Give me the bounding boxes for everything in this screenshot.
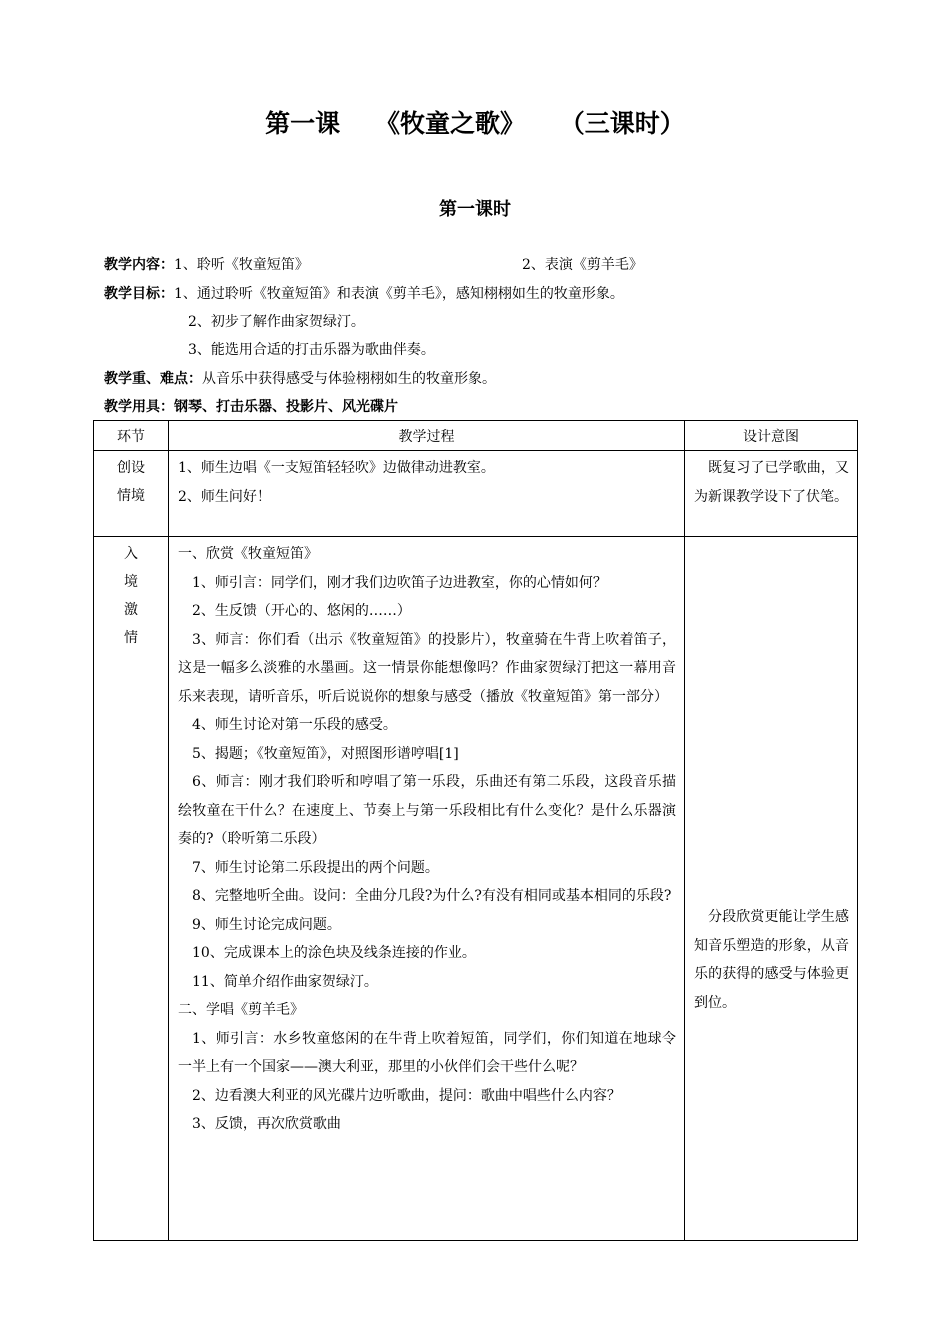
content-item-1: 1、聆听《牧童短笛》	[174, 257, 309, 273]
process-line: 3、反馈，再次欣赏歌曲	[192, 1116, 341, 1132]
process-line: 1、师引言：水乡牧童悠闲的在牛背上吹着短笛，同学们，你们知道在地球令一半上有一个国家——澳大利亚，那里的小伙伴们会干些什么呢？	[178, 1030, 676, 1075]
process-line: 8、完整地听全曲。设问：全曲分几段?为什么?有没有相同或基本相同的乐段?	[192, 888, 672, 904]
intent-text: 既复习了已学歌曲，又为新课教学设下了伏笔。	[694, 460, 849, 505]
process-line: 10、完成课本上的涂色块及线条连接的作业。	[192, 945, 476, 961]
goal-2: 2、初步了解作曲家贺绿汀。	[188, 314, 365, 330]
process-line: 1、师引言：同学们，刚才我们边吹笛子边进教室，你的心情如何？	[192, 574, 607, 591]
table-header-row	[94, 421, 858, 451]
section-char: 入	[124, 546, 138, 562]
process-heading: 二、学唱《剪羊毛》	[178, 1002, 304, 1018]
teaching-tools	[104, 397, 398, 417]
intent-cell	[685, 537, 858, 1241]
table-row	[94, 537, 858, 1241]
header-intent: 设计意图	[685, 421, 858, 451]
process-cell	[169, 451, 685, 537]
section-char: 情境	[117, 488, 145, 504]
page-title: 第一课 《牧童之歌》 （三课时）	[265, 109, 685, 138]
process-heading: 一、欣赏《牧童短笛》	[178, 546, 318, 562]
goal-label: 教学目标：	[104, 286, 174, 302]
teaching-goals	[104, 284, 624, 304]
section-char: 创设	[117, 460, 145, 476]
header-process: 教学过程	[169, 421, 685, 451]
content-item-2: 2、表演《剪羊毛》	[522, 257, 643, 273]
process-line: 1、师生边唱《一支短笛轻轻吹》边做律动进教室。	[178, 460, 495, 476]
goal-1: 1、通过聆听《牧童短笛》和表演《剪羊毛》，感知栩栩如生的牧童形象。	[174, 286, 624, 302]
section-cell	[94, 537, 169, 1241]
process-line: 6、师言：刚才我们聆听和哼唱了第一乐段，乐曲还有第二乐段，这段音乐描绘牧童在干什么？在速度上、节奏上与第一乐段相比有什么变化？是什么乐器演奏的?（聆听第二乐段）	[178, 774, 676, 847]
section-char: 情	[124, 630, 138, 646]
header-section: 环节	[94, 421, 169, 451]
focus-text: 从音乐中获得感受与体验栩栩如生的牧童形象。	[202, 371, 496, 387]
process-line: 7、师生讨论第二乐段提出的两个问题。	[192, 859, 439, 876]
tools-label: 教学用具：	[104, 399, 174, 415]
process-line: 9、师生讨论完成问题。	[192, 916, 341, 933]
process-line: 3、师言：你们看（出示《牧童短笛》的投影片），牧童骑在牛背上吹着笛子，这是一幅多么淡雅的水墨画。这一情景你能想像吗？作曲家贺绿汀把这一幕用音乐来表现，请听音乐，听后说说你的想象与感受（播放《牧童短笛》第一部分）	[178, 631, 676, 705]
process-line: 4、师生讨论对第一乐段的感受。	[192, 717, 397, 733]
process-line: 2、边看澳大利亚的风光碟片边听歌曲，提问：歌曲中唱些什么内容？	[192, 1087, 621, 1104]
content-label: 教学内容：	[104, 257, 174, 273]
process-line: 2、生反馈（开心的、悠闲的……）	[192, 603, 411, 619]
goal-3: 3、能选用合适的打击乐器为歌曲伴奏。	[188, 342, 435, 358]
process-line: 11、简单介绍作曲家贺绿汀。	[192, 973, 378, 990]
section-char: 境	[124, 574, 138, 590]
lesson-subtitle: 第一课时	[439, 199, 511, 220]
intent-text: 分段欣赏更能让学生感知音乐塑造的形象，从音乐的获得的感受与体验更到位。	[694, 909, 849, 1011]
section-char: 激	[124, 602, 138, 618]
table-row	[94, 451, 858, 537]
section-cell	[94, 451, 169, 537]
tools-text: 钢琴、打击乐器、投影片、风光碟片	[174, 399, 398, 415]
process-cell	[169, 537, 685, 1241]
focus-label: 教学重、难点：	[104, 371, 202, 387]
lesson-table	[93, 420, 858, 1241]
teaching-focus	[104, 369, 496, 389]
process-line: 5、揭题；《牧童短笛》，对照图形谱哼唱[1]	[192, 745, 459, 762]
intent-cell	[685, 451, 858, 537]
process-line: 2、师生问好！	[178, 488, 271, 505]
teaching-content	[104, 255, 309, 275]
